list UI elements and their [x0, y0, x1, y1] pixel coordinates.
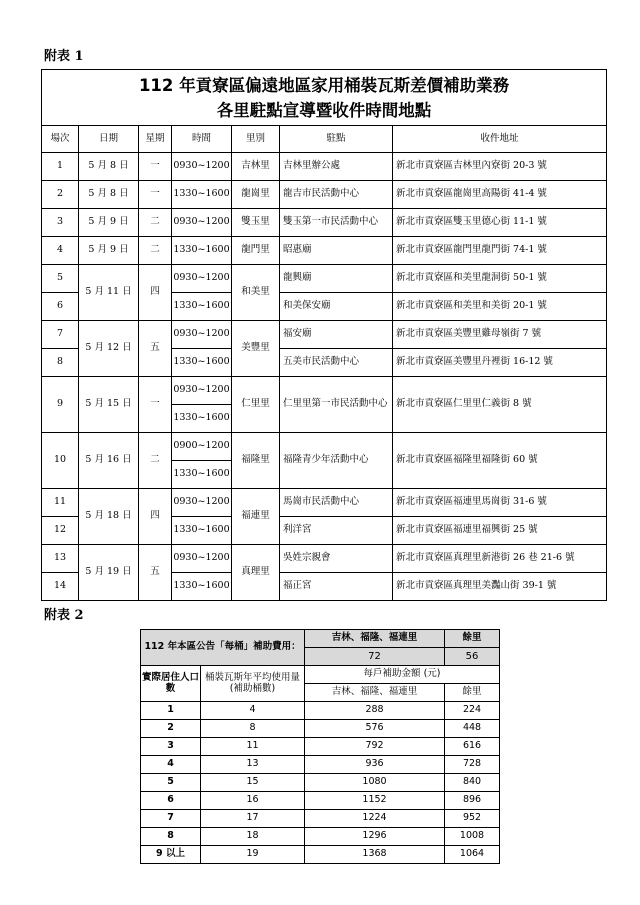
- cell-site: 利洋宮: [280, 517, 393, 545]
- table-row: [42, 265, 607, 293]
- table-row: [141, 756, 500, 774]
- cell-no: 1: [42, 153, 79, 181]
- cell-amount-b: 952: [445, 810, 500, 828]
- cell-no: 10: [42, 433, 79, 489]
- cell-barrels: 4: [201, 702, 305, 720]
- header-area-a: 吉林、福隆、福連里: [305, 630, 445, 648]
- cell-barrels: 13: [201, 756, 305, 774]
- cell-date: 5 月 12 日: [79, 321, 139, 377]
- cell-date: 5 月 11 日: [79, 265, 139, 321]
- cell-address: 新北市貢寮區福連里福興街 25 號: [393, 517, 607, 545]
- cell-weekday: 一: [139, 153, 172, 181]
- cell-time: 1330~1600: [172, 573, 232, 601]
- cell-amount-a: 1152: [305, 792, 445, 810]
- cell-address: 新北市貢寮區真理里美灩山街 39-1 號: [393, 573, 607, 601]
- table-row: [141, 828, 500, 846]
- cell-amount-b: 616: [445, 738, 500, 756]
- cell-no: 11: [42, 489, 79, 517]
- cell-village: 美豐里: [232, 321, 280, 377]
- cell-barrels: 11: [201, 738, 305, 756]
- cell-address: 新北市貢寮區吉林里內寮街 20-3 號: [393, 153, 607, 181]
- schedule-title-line1: 112 年貢寮區偏遠地區家用桶裝瓦斯差價補助業務: [138, 75, 510, 95]
- table-row: [141, 738, 500, 756]
- cell-time: 1330~1600: [172, 405, 232, 433]
- header-usage: 桶裝瓦斯年平均使用量(補助桶數): [201, 666, 305, 702]
- header-population: 實際居住人口數: [141, 666, 201, 702]
- cell-population: 7: [141, 810, 201, 828]
- cell-date: 5 月 16 日: [79, 433, 139, 489]
- cell-address: 新北市貢寮區美豐里雞母嶺街 7 號: [393, 321, 607, 349]
- cell-amount-b: 448: [445, 720, 500, 738]
- cell-amount-a: 288: [305, 702, 445, 720]
- cell-amount-b: 224: [445, 702, 500, 720]
- cell-no: 7: [42, 321, 79, 349]
- cell-site: 福正宮: [280, 573, 393, 601]
- cell-time: 0930~1200: [172, 321, 232, 349]
- cell-amount-a: 576: [305, 720, 445, 738]
- cell-population: 5: [141, 774, 201, 792]
- cell-no: 12: [42, 517, 79, 545]
- table-row: [141, 702, 500, 720]
- attachment-1-label: 附表 1: [44, 49, 84, 64]
- cell-no: 9: [42, 377, 79, 433]
- header-village: 里別: [232, 126, 280, 153]
- cell-no: 5: [42, 265, 79, 293]
- cell-date: 5 月 9 日: [79, 237, 139, 265]
- cell-no: 14: [42, 573, 79, 601]
- cell-date: 5 月 18 日: [79, 489, 139, 545]
- cell-amount-a: 792: [305, 738, 445, 756]
- cell-weekday: 二: [139, 433, 172, 489]
- table-row: [42, 433, 607, 461]
- cell-population: 6: [141, 792, 201, 810]
- cell-time: 0900~1200: [172, 433, 232, 461]
- cell-barrels: 16: [201, 792, 305, 810]
- cell-time: 1330~1600: [172, 293, 232, 321]
- schedule-title: [42, 70, 607, 126]
- table-row: [141, 792, 500, 810]
- cell-address: 新北市貢寮區雙玉里德心街 11-1 號: [393, 209, 607, 237]
- subsidy-table: [140, 629, 500, 864]
- table-row: [42, 237, 607, 265]
- cell-village: 真理里: [232, 545, 280, 601]
- header-weekday: 星期: [139, 126, 172, 153]
- cell-address: 新北市貢寮區仁里里仁義街 8 號: [393, 377, 607, 433]
- cell-amount-a: 1224: [305, 810, 445, 828]
- cell-no: 2: [42, 181, 79, 209]
- cell-address: 新北市貢寮區龍崗里高陽街 41-4 號: [393, 181, 607, 209]
- cell-no: 4: [42, 237, 79, 265]
- table-row: [141, 720, 500, 738]
- table-row: [141, 810, 500, 828]
- header-amount: 每戶補助金額 (元): [305, 666, 500, 684]
- cell-barrels: 17: [201, 810, 305, 828]
- cell-date: 5 月 15 日: [79, 377, 139, 433]
- cell-amount-b: 1064: [445, 846, 500, 864]
- cell-population: 2: [141, 720, 201, 738]
- cell-amount-a: 936: [305, 756, 445, 774]
- cell-time: 1330~1600: [172, 461, 232, 489]
- subsidy-notice-label: 112 年本區公告「每桶」補助費用：: [141, 630, 305, 666]
- price-area-a: 72: [305, 648, 445, 666]
- cell-amount-a: 1296: [305, 828, 445, 846]
- cell-address: 新北市貢寮區真理里新港街 26 巷 21-6 號: [393, 545, 607, 573]
- cell-time: 1330~1600: [172, 349, 232, 377]
- table-row: [141, 846, 500, 864]
- table-row: [42, 321, 607, 349]
- cell-site: 吳姓宗親會: [280, 545, 393, 573]
- cell-site: 福安廟: [280, 321, 393, 349]
- cell-amount-b: 840: [445, 774, 500, 792]
- cell-village: 雙玉里: [232, 209, 280, 237]
- table-row: [42, 209, 607, 237]
- subheader-area-b: 餘里: [445, 684, 500, 702]
- cell-date: 5 月 19 日: [79, 545, 139, 601]
- cell-address: 新北市貢寮區和美里和美街 20-1 號: [393, 293, 607, 321]
- cell-no: 8: [42, 349, 79, 377]
- cell-village: 吉林里: [232, 153, 280, 181]
- header-date: 日期: [79, 126, 139, 153]
- cell-time: 0930~1200: [172, 265, 232, 293]
- cell-time: 1330~1600: [172, 181, 232, 209]
- cell-time: 0930~1200: [172, 377, 232, 405]
- cell-village: 仁里里: [232, 377, 280, 433]
- cell-barrels: 18: [201, 828, 305, 846]
- cell-population: 3: [141, 738, 201, 756]
- cell-weekday: 四: [139, 265, 172, 321]
- cell-weekday: 二: [139, 237, 172, 265]
- schedule-title-line2: 各里駐點宣導暨收件時間地點: [216, 100, 432, 120]
- cell-site: 龍吉市民活動中心: [280, 181, 393, 209]
- cell-population: 8: [141, 828, 201, 846]
- price-area-b: 56: [445, 648, 500, 666]
- cell-site: 福隆青少年活動中心: [280, 433, 393, 489]
- cell-date: 5 月 8 日: [79, 181, 139, 209]
- cell-address: 新北市貢寮區和美里龍洞街 50-1 號: [393, 265, 607, 293]
- cell-site: 雙玉第一市民活動中心: [280, 209, 393, 237]
- cell-site: 五美市民活動中心: [280, 349, 393, 377]
- table-row: [42, 545, 607, 573]
- cell-population: 4: [141, 756, 201, 774]
- cell-weekday: 二: [139, 209, 172, 237]
- cell-village: 龍門里: [232, 237, 280, 265]
- cell-amount-b: 728: [445, 756, 500, 774]
- cell-time: 1330~1600: [172, 517, 232, 545]
- attachment-2-label: 附表 2: [44, 608, 84, 623]
- header-site: 駐點: [280, 126, 393, 153]
- cell-time: 0930~1200: [172, 209, 232, 237]
- cell-address: 新北市貢寮區龍門里龍門街 74-1 號: [393, 237, 607, 265]
- cell-amount-a: 1368: [305, 846, 445, 864]
- cell-time: 0930~1200: [172, 153, 232, 181]
- table-row: [42, 181, 607, 209]
- cell-weekday: 五: [139, 545, 172, 601]
- cell-site: 吉林里辦公處: [280, 153, 393, 181]
- header-address: 收件地址: [393, 126, 607, 153]
- cell-site: 仁里里第一市民活動中心: [280, 377, 393, 433]
- table-row: [42, 153, 607, 181]
- cell-amount-a: 1080: [305, 774, 445, 792]
- cell-time: 0930~1200: [172, 489, 232, 517]
- cell-date: 5 月 8 日: [79, 153, 139, 181]
- cell-village: 和美里: [232, 265, 280, 321]
- schedule-table: [41, 69, 607, 601]
- cell-barrels: 19: [201, 846, 305, 864]
- cell-date: 5 月 9 日: [79, 209, 139, 237]
- cell-no: 13: [42, 545, 79, 573]
- table-row: [141, 774, 500, 792]
- table-row: [42, 489, 607, 517]
- cell-population: 9 以上: [141, 846, 201, 864]
- cell-village: 龍崗里: [232, 181, 280, 209]
- table-row: [42, 377, 607, 405]
- cell-time: 0930~1200: [172, 545, 232, 573]
- cell-weekday: 五: [139, 321, 172, 377]
- cell-weekday: 四: [139, 489, 172, 545]
- cell-address: 新北市貢寮區美豐里丹裡街 16-12 號: [393, 349, 607, 377]
- cell-address: 新北市貢寮區福隆里福隆街 60 號: [393, 433, 607, 489]
- cell-site: 和美保安廟: [280, 293, 393, 321]
- cell-weekday: 一: [139, 181, 172, 209]
- cell-site: 馬崗市民活動中心: [280, 489, 393, 517]
- cell-address: 新北市貢寮區福連里馬崗街 31-6 號: [393, 489, 607, 517]
- header-time: 時間: [172, 126, 232, 153]
- schedule-header-row: [42, 126, 607, 153]
- header-area-b: 餘里: [445, 630, 500, 648]
- subheader-area-a: 吉林、福隆、福連里: [305, 684, 445, 702]
- header-session: 場次: [42, 126, 79, 153]
- cell-no: 6: [42, 293, 79, 321]
- cell-weekday: 一: [139, 377, 172, 433]
- cell-village: 福隆里: [232, 433, 280, 489]
- cell-no: 3: [42, 209, 79, 237]
- cell-time: 1330~1600: [172, 237, 232, 265]
- cell-site: 昭惠廟: [280, 237, 393, 265]
- cell-population: 1: [141, 702, 201, 720]
- cell-site: 龍興廟: [280, 265, 393, 293]
- cell-amount-b: 896: [445, 792, 500, 810]
- cell-amount-b: 1008: [445, 828, 500, 846]
- cell-barrels: 15: [201, 774, 305, 792]
- cell-barrels: 8: [201, 720, 305, 738]
- cell-village: 福連里: [232, 489, 280, 545]
